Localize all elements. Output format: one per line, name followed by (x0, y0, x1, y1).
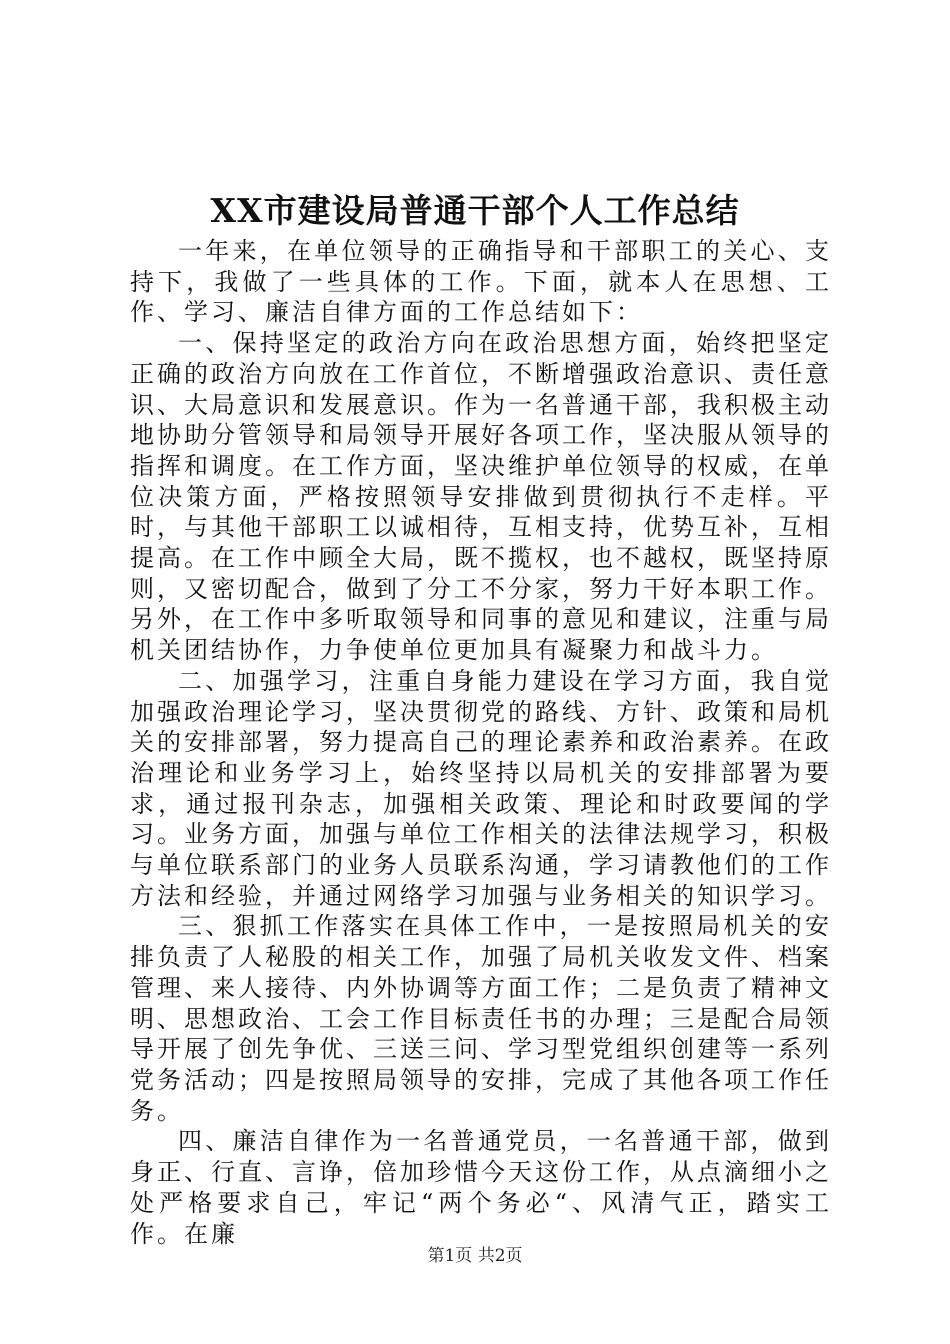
paragraph-section-1: 一、保持坚定的政治方向在政治思想方面，始终把坚定正确的政治方向放在工作首位，不断增强政治意识、责任意识、大局意识和发展意识。作为一名普通干部，我积极主动地协助分管领导和局领导开展好各项工作，坚决服从领导的指挥和调度。在工作方面，坚决维护单位领导的权威，在单位决策方面，严格按照领导安排做到贯彻执行不走样。平时，与其他干部职工以诚相待，互相支持，优势互补，互相提高。在工作中顾全大局，既不揽权，也不越权，既坚持原则，又密切配合，做到了分工不分家，努力干好本职工作。另外，在工作中多听取领导和同事的意见和建议，注重与局机关团结协作，力争使单位更加具有凝聚力和战斗力。 (130, 329, 832, 665)
document-title: XX市建设局普通干部个人工作总结 (210, 191, 740, 230)
paragraph-section-2: 二、加强学习，注重自身能力建设在学习方面，我自觉加强政治理论学习，坚决贯彻党的路线、方针、政策和局机关的安排部署，努力提高自己的理论素养和政治素养。在政治理论和业务学习上，始终坚持以局机关的安排部署为要求，通过报刊杂志，加强相关政策、理论和时政要闻的学习。业务方面，加强与单位工作相关的法律法规学习，积极与单位联系部门的业务人员联系沟通，学习请教他们的工作方法和经验，并通过网络学习加强与业务相关的知识学习。 (130, 666, 832, 910)
page-number-footer: 第1页 共2页 (427, 1246, 523, 1266)
document-body (130, 236, 832, 1249)
paragraph-intro: 一年来，在单位领导的正确指导和干部职工的关心、支持下，我做了一些具体的工作。下面，就本人在思想、工作、学习、廉洁自律方面的工作总结如下： (130, 237, 832, 327)
paragraph-section-4: 四、廉洁自律作为一名普通党员，一名普通干部，做到身正、行直、言诤，倍加珍惜今天这份工作，从点滴细小之处严格要求自己，牢记“两个务必“、风清气正，踏实工作。在廉 (130, 1127, 832, 1248)
paragraph-section-3: 三、狠抓工作落实在具体工作中，一是按照局机关的安排负责了人秘股的相关工作，加强了局机关收发文件、档案管理、来人接待、内外协调等方面工作；二是负责了精神文明、思想政治、工会工作目标责任书的办理；三是配合局领导开展了创先争优、三送三问、学习型党组织创建等一系列党务活动；四是按照局领导的安排，完成了其他各项工作任务。 (130, 912, 832, 1125)
